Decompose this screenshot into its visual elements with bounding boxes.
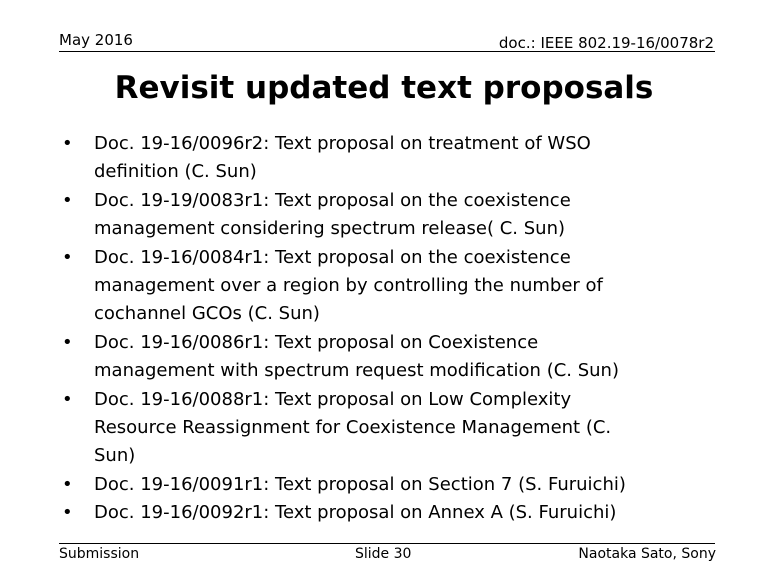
footer-author: Naotaka Sato, Sony: [578, 546, 716, 562]
bullet-item: [62, 329, 702, 386]
bullet-item: [62, 244, 702, 329]
bullet-line: management over a region by controlling the number of: [94, 275, 603, 297]
bullet-marker: •: [62, 473, 73, 495]
bullet-item: [62, 386, 702, 471]
bullet-line: Doc. 19-16/0091r1: Text proposal on Section 7 (S. Furuichi): [94, 473, 626, 495]
bullet-line: Resource Reassignment for Coexistence Management (C.: [94, 417, 612, 439]
footer-divider: [59, 543, 715, 544]
bullet-marker: •: [62, 331, 73, 353]
bullet-line: Sun): [94, 445, 136, 467]
bullet-line: management with spectrum request modification (C. Sun): [94, 360, 619, 382]
bullet-marker: •: [62, 502, 73, 524]
footer-slide-number: Slide 30: [355, 546, 412, 562]
bullet-marker: •: [62, 246, 73, 268]
bullet-line: Doc. 19-16/0088r1: Text proposal on Low Complexity: [94, 388, 572, 410]
bullet-line: cochannel GCOs (C. Sun): [94, 303, 320, 325]
header-date: May 2016: [59, 31, 133, 49]
bullet-item: [62, 499, 702, 527]
bullet-line: Doc. 19-19/0083r1: Text proposal on the coexistence: [94, 189, 571, 211]
bullet-marker: •: [62, 189, 73, 211]
bullet-line: Doc. 19-16/0092r1: Text proposal on Annex A (S. Furuichi): [94, 502, 617, 524]
bullet-line: Doc. 19-16/0084r1: Text proposal on the coexistence: [94, 246, 571, 268]
bullet-item: [62, 471, 702, 499]
bullet-item: [62, 130, 702, 187]
bullet-marker: •: [62, 133, 73, 154]
bullet-line: Doc. 19-16/0086r1: Text proposal on Coexistence: [94, 331, 539, 353]
header-divider: [59, 51, 715, 52]
bullet-line: Doc. 19-16/0096r2: Text proposal on treatment of WSO: [94, 133, 591, 154]
bullet-line: management considering spectrum release( C. Sun): [94, 218, 566, 240]
bullet-line: definition (C. Sun): [94, 161, 257, 183]
header-doc-id: doc.: IEEE 802.19-16/0078r2: [498, 34, 714, 52]
footer-submission: Submission: [59, 546, 140, 562]
bullet-item: [62, 187, 702, 244]
bullet-list: [62, 130, 702, 528]
bullet-marker: •: [62, 388, 73, 410]
slide-title: Revisit updated text proposals: [114, 70, 654, 106]
